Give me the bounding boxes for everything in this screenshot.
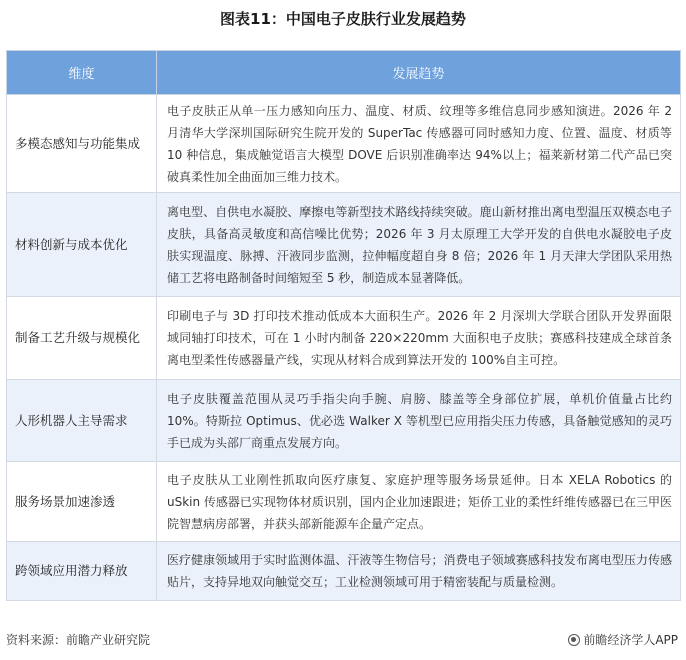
trend-cell: 电子皮肤正从单一压力感知向压力、温度、材质、纹理等多维信息同步感知演进。2026 年 2 月清华大学深圳国际研究生院开发的 SuperTac 传感器可同时感知力度、位置、温度、材质等 10 种信息，集成触觉语言大模型 DOVE 后识别准确率达 94%以上；福莱新材第二代产品已突破真柔性加全曲面加三维力技术。 xyxy=(157,95,681,193)
table-row xyxy=(7,193,681,297)
dimension-cell: 材料创新与成本优化 xyxy=(7,193,157,297)
trend-cell: 电子皮肤从工业刚性抓取向医疗康复、家庭护理等服务场景延伸。日本 XELA Robotics 的 uSkin 传感器已实现物体材质识别，国内企业加速跟进；矩侨工业的柔性纤维传感器已在三甲医院智慧病房部署，并获头部新能源车企量产定点。 xyxy=(157,462,681,542)
table-row xyxy=(7,95,681,193)
header-dimension: 维度 xyxy=(7,51,157,95)
dimension-cell: 跨领域应用潜力释放 xyxy=(7,542,157,601)
dimension-cell: 制备工艺升级与规模化 xyxy=(7,297,157,380)
table-row xyxy=(7,297,681,380)
trend-cell: 印刷电子与 3D 打印技术推动低成本大面积生产。2026 年 2 月深圳大学联合团队开发界面限域同轴打印技术，可在 1 小时内制备 220×220mm 大面积电子皮肤；赛感科技建成全球首条离电型柔性传感器量产线，实现从材料合成到算法开发的 100%自主可控。 xyxy=(157,297,681,380)
table-row xyxy=(7,462,681,542)
brand-label: 前瞻经济学人APP xyxy=(583,633,678,647)
dimension-cell: 人形机器人主导需求 xyxy=(7,380,157,462)
table-row xyxy=(7,542,681,601)
qianzhan-logo-icon xyxy=(568,634,580,646)
trend-table xyxy=(6,50,681,601)
source-note: 资料来源：前瞻产业研究院 xyxy=(6,633,151,647)
dimension-cell: 服务场景加速渗透 xyxy=(7,462,157,542)
trend-cell: 离电型、自供电水凝胶、摩擦电等新型技术路线持续突破。鹿山新材推出离电型温压双模态电子皮肤，具备高灵敏度和高信噪比优势；2026 年 3 月太原理工大学开发的自供电水凝胶电子皮肤实现温度、脉搏、汗液同步监测，拉伸幅度超自身 8 倍；2026 年 1 月天津大学团队采用热储工艺将电路制备时间缩短至 5 秒，制造成本显著降低。 xyxy=(157,193,681,297)
trend-cell: 医疗健康领域用于实时监测体温、汗液等生物信号；消费电子领域赛感科技发布离电型压力传感贴片，支持异地双向触觉交互；工业检测领域可用于精密装配与质量检测。 xyxy=(157,542,681,601)
trend-cell: 电子皮肤覆盖范围从灵巧手指尖向手腕、肩膀、膝盖等全身部位扩展，单机价值量占比约 10%。特斯拉 Optimus、优必选 Walker X 等机型已应用指尖压力传感，具备触觉感知的灵巧手已成为头部厂商重点发展方向。 xyxy=(157,380,681,462)
dimension-cell: 多模态感知与功能集成 xyxy=(7,95,157,193)
brand-credit xyxy=(568,631,678,648)
table-header-row xyxy=(7,51,681,95)
header-trend: 发展趋势 xyxy=(157,51,681,95)
page-title: 图表11：中国电子皮肤行业发展趋势 xyxy=(220,10,466,28)
table-row xyxy=(7,380,681,462)
